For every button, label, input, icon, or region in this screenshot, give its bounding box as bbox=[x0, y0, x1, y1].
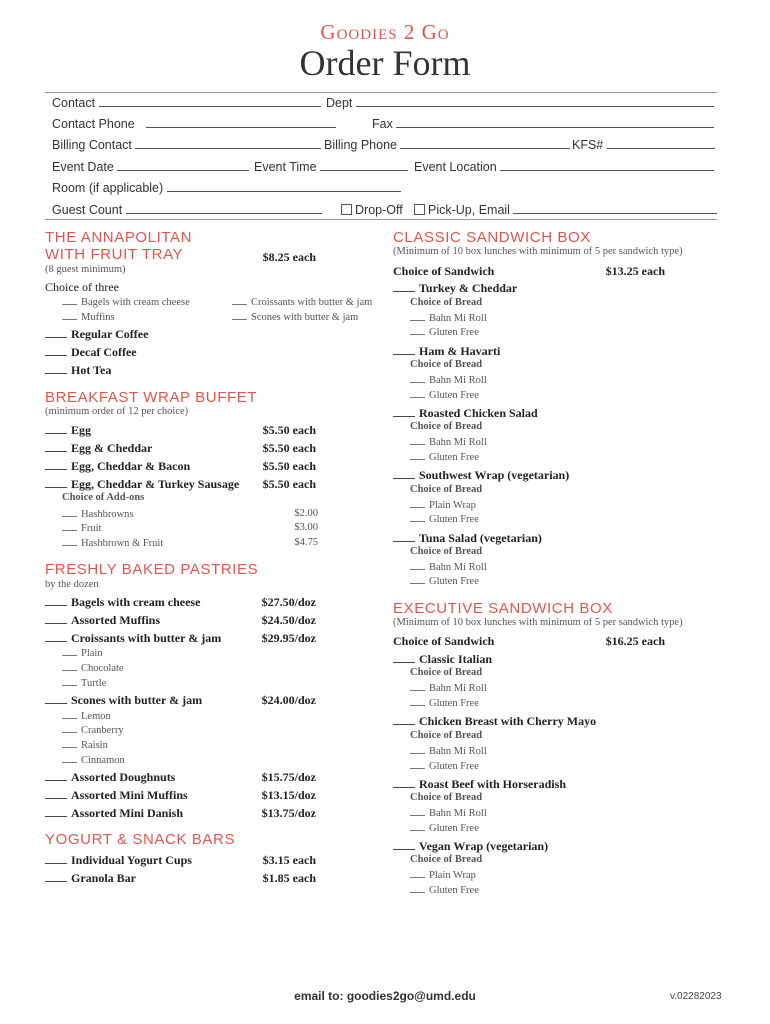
bread-label: Gluten Free bbox=[429, 761, 479, 772]
blank-line[interactable] bbox=[410, 374, 425, 383]
drink-regular-coffee[interactable] bbox=[45, 327, 148, 342]
classic-bread-label-1: Choice of Bread bbox=[410, 297, 483, 308]
bread-label: Bahn Mi Roll bbox=[429, 808, 487, 819]
blank-line[interactable] bbox=[410, 745, 425, 754]
room-label: Room (if applicable) bbox=[52, 181, 164, 195]
blank-line[interactable] bbox=[62, 508, 77, 517]
classic-bread-label-2: Choice of Bread bbox=[410, 359, 483, 370]
pastry-more-2[interactable] bbox=[45, 788, 188, 803]
bread-label: Gluten Free bbox=[429, 390, 479, 401]
pastries-note: by the dozen bbox=[45, 579, 99, 590]
contact-row bbox=[52, 96, 321, 110]
bread-label: Bahn Mi Roll bbox=[429, 313, 487, 324]
wrap-note: (minimum order of 12 per choice) bbox=[45, 406, 189, 417]
executive-title: EXECUTIVE SANDWICH BOX bbox=[393, 600, 613, 617]
guest-count-row bbox=[52, 203, 322, 217]
executive-price: $16.25 each bbox=[605, 634, 665, 648]
pastry-scones-price: $24.00/doz bbox=[261, 693, 316, 707]
pastry-more-price-1: $15.75/doz bbox=[261, 770, 316, 784]
contact-field[interactable] bbox=[99, 96, 321, 107]
item-label: Classic Italian bbox=[419, 652, 493, 666]
blank-line[interactable] bbox=[45, 789, 67, 799]
yogurt-title: YOGURT & SNACK BARS bbox=[45, 831, 236, 848]
blank-line[interactable] bbox=[393, 407, 415, 417]
blank-line[interactable] bbox=[410, 499, 425, 508]
pastry-scones[interactable] bbox=[45, 693, 202, 708]
wrap-item-3[interactable] bbox=[45, 459, 190, 474]
classic-bread-4a[interactable] bbox=[410, 499, 476, 511]
executive-bread-label-4: Choice of Bread bbox=[410, 854, 483, 865]
opt-label: Cranberry bbox=[81, 725, 124, 736]
blank-line[interactable] bbox=[62, 311, 77, 320]
pastry-price-3: $29.95/doz bbox=[261, 631, 316, 645]
classic-bread-5b[interactable] bbox=[410, 575, 479, 587]
blank-line[interactable] bbox=[45, 807, 67, 817]
blank-line[interactable] bbox=[393, 282, 415, 292]
wrap-price-2: $5.50 each bbox=[262, 441, 316, 455]
blank-line[interactable] bbox=[45, 872, 67, 882]
annapolitan-title bbox=[45, 229, 192, 263]
executive-bread-2b[interactable] bbox=[410, 760, 479, 772]
dept-field[interactable] bbox=[356, 96, 714, 107]
header-bottom-rule bbox=[45, 219, 717, 220]
blank-line[interactable] bbox=[410, 451, 425, 460]
item-label: Egg, Cheddar & Turkey Sausage bbox=[71, 477, 240, 491]
footer-email[interactable]: email to: goodies2go@umd.edu bbox=[294, 989, 476, 1003]
footer-version: v.02282023 bbox=[670, 991, 722, 1002]
event-date-row bbox=[52, 160, 249, 174]
wrap-addons-label: Choice of Add-ons bbox=[62, 492, 145, 503]
fax-row bbox=[372, 117, 714, 131]
wrap-addon-1[interactable] bbox=[62, 508, 134, 520]
item-label: Egg & Cheddar bbox=[71, 441, 153, 455]
wrap-addon-2[interactable] bbox=[62, 522, 101, 534]
blank-line[interactable] bbox=[45, 614, 67, 624]
header-top-rule bbox=[45, 92, 717, 93]
annapolitan-choice-label: Choice of three bbox=[45, 280, 119, 294]
item-label: Individual Yogurt Cups bbox=[71, 853, 192, 867]
item-label: Roast Beef with Horseradish bbox=[419, 777, 566, 791]
wrap-addon-price-1: $2.00 bbox=[294, 508, 318, 519]
blank-line[interactable] bbox=[393, 715, 415, 725]
blank-line[interactable] bbox=[62, 662, 77, 671]
item-label: Egg, Cheddar & Bacon bbox=[71, 459, 191, 473]
blank-line[interactable] bbox=[410, 807, 425, 816]
blank-line[interactable] bbox=[62, 739, 77, 748]
classic-bread-3b[interactable] bbox=[410, 451, 479, 463]
classic-bread-2a[interactable] bbox=[410, 374, 487, 386]
annapolitan-note: (8 guest minimum) bbox=[45, 264, 126, 275]
bread-label: Gluten Free bbox=[429, 698, 479, 709]
item-label: Scones with butter & jam bbox=[71, 693, 203, 707]
item-label: Assorted Mini Muffins bbox=[71, 788, 188, 802]
blank-line[interactable] bbox=[62, 647, 77, 656]
blank-line[interactable] bbox=[45, 424, 67, 434]
contact-phone-field[interactable] bbox=[146, 117, 336, 128]
wrap-addon-price-2: $3.00 bbox=[294, 522, 318, 533]
blank-line[interactable] bbox=[393, 840, 415, 850]
opt-label: Chocolate bbox=[81, 663, 124, 674]
blank-line[interactable] bbox=[62, 724, 77, 733]
classic-bread-5a[interactable] bbox=[410, 561, 487, 573]
event-date-field[interactable] bbox=[117, 160, 249, 171]
event-time-row bbox=[254, 160, 408, 174]
blank-line[interactable] bbox=[62, 754, 77, 763]
opt-label: Turtle bbox=[81, 678, 107, 689]
blank-line[interactable] bbox=[45, 328, 67, 338]
pastry-item-3[interactable] bbox=[45, 631, 221, 646]
guest-count-field[interactable] bbox=[126, 203, 322, 214]
scone-opt-3[interactable] bbox=[62, 739, 108, 751]
wrap-item-2[interactable] bbox=[45, 441, 152, 456]
yogurt-item-1[interactable] bbox=[45, 853, 192, 868]
brand-logo-text: Goodies 2 Go bbox=[320, 20, 450, 44]
pastry-item-2[interactable] bbox=[45, 613, 160, 628]
page-title: Order Form bbox=[299, 43, 471, 83]
classic-item-2[interactable] bbox=[393, 344, 500, 359]
dropoff-option[interactable] bbox=[341, 203, 403, 217]
choice-label: Scones with butter & jam bbox=[251, 312, 359, 323]
bread-label: Bahn Mi Roll bbox=[429, 562, 487, 573]
executive-bread-3a[interactable] bbox=[410, 807, 487, 819]
executive-bread-4b[interactable] bbox=[410, 884, 479, 896]
blank-line[interactable] bbox=[410, 436, 425, 445]
billing-contact-field[interactable] bbox=[135, 138, 321, 149]
dropoff-checkbox[interactable] bbox=[341, 204, 352, 215]
pickup-email-field[interactable] bbox=[513, 203, 717, 214]
pastry-more-3[interactable] bbox=[45, 806, 183, 821]
drink-hot-tea[interactable] bbox=[45, 363, 111, 378]
drink-decaf-coffee[interactable] bbox=[45, 345, 137, 360]
pickup-checkbox[interactable] bbox=[414, 204, 425, 215]
blank-line[interactable] bbox=[62, 296, 77, 305]
wrap-price-3: $5.50 each bbox=[262, 459, 316, 473]
bread-label: Gluten Free bbox=[429, 327, 479, 338]
drink-label: Regular Coffee bbox=[71, 327, 149, 341]
choice-label: Bagels with cream cheese bbox=[81, 297, 190, 308]
blank-line[interactable] bbox=[393, 532, 415, 542]
blank-line[interactable] bbox=[62, 522, 77, 531]
item-label: Egg bbox=[71, 423, 92, 437]
blank-line[interactable] bbox=[45, 364, 67, 374]
item-label: Assorted Doughnuts bbox=[71, 770, 176, 784]
blank-line[interactable] bbox=[410, 760, 425, 769]
event-time-label: Event Time bbox=[254, 160, 317, 174]
item-label: Southwest Wrap (vegetarian) bbox=[419, 468, 570, 482]
event-date-label: Event Date bbox=[52, 160, 114, 174]
item-label: Bagels with cream cheese bbox=[71, 595, 201, 609]
blank-line[interactable] bbox=[410, 326, 425, 335]
executive-bread-3b[interactable] bbox=[410, 822, 479, 834]
classic-bread-label-3: Choice of Bread bbox=[410, 421, 483, 432]
wrap-title: BREAKFAST WRAP BUFFET bbox=[45, 389, 258, 406]
dropoff-label: Drop-Off bbox=[355, 203, 403, 217]
executive-bread-label-3: Choice of Bread bbox=[410, 792, 483, 803]
classic-title: CLASSIC SANDWICH BOX bbox=[393, 229, 591, 246]
executive-note: (Minimum of 10 box lunches with minimum of 5 per sandwich type) bbox=[393, 617, 683, 628]
classic-item-4[interactable] bbox=[393, 468, 569, 483]
croissant-opt-1[interactable] bbox=[62, 647, 103, 659]
classic-item-5[interactable] bbox=[393, 531, 542, 546]
item-label: Vegan Wrap (vegetarian) bbox=[419, 839, 549, 853]
billing-phone-field[interactable] bbox=[400, 138, 570, 149]
croissant-opt-2[interactable] bbox=[62, 662, 124, 674]
addon-label: Hashbrowns bbox=[81, 509, 134, 520]
annapolitan-choice-1[interactable] bbox=[62, 296, 190, 308]
blank-line[interactable] bbox=[45, 346, 67, 356]
wrap-addon-3[interactable] bbox=[62, 537, 163, 549]
classic-item-3[interactable] bbox=[393, 406, 538, 421]
bread-label: Bahn Mi Roll bbox=[429, 437, 487, 448]
annapolitan-choice-2[interactable] bbox=[62, 311, 115, 323]
executive-bread-1b[interactable] bbox=[410, 697, 479, 709]
blank-line[interactable] bbox=[45, 694, 67, 704]
blank-line[interactable] bbox=[232, 311, 247, 320]
executive-item-4[interactable] bbox=[393, 839, 548, 854]
annapolitan-price: $8.25 each bbox=[262, 250, 316, 264]
blank-line[interactable] bbox=[410, 312, 425, 321]
pastry-item-1[interactable] bbox=[45, 595, 200, 610]
classic-bread-label-5: Choice of Bread bbox=[410, 546, 483, 557]
bread-label: Gluten Free bbox=[429, 514, 479, 525]
blank-line[interactable] bbox=[410, 575, 425, 584]
pastry-price-1: $27.50/doz bbox=[261, 595, 316, 609]
item-label: Chicken Breast with Cherry Mayo bbox=[419, 714, 597, 728]
item-label: Ham & Havarti bbox=[419, 344, 501, 358]
drink-label: Decaf Coffee bbox=[71, 345, 137, 359]
blank-line[interactable] bbox=[393, 778, 415, 788]
event-time-field[interactable] bbox=[320, 160, 408, 171]
dept-label: Dept bbox=[326, 96, 353, 110]
kfs-row bbox=[572, 138, 715, 152]
blank-line[interactable] bbox=[410, 389, 425, 398]
drink-label: Hot Tea bbox=[71, 363, 112, 377]
item-label: Tuna Salad (vegetarian) bbox=[419, 531, 542, 545]
contact-label: Contact bbox=[52, 96, 96, 110]
executive-item-2[interactable] bbox=[393, 714, 596, 729]
classic-bread-4b[interactable] bbox=[410, 513, 479, 525]
blank-line[interactable] bbox=[410, 682, 425, 691]
blank-line[interactable] bbox=[393, 345, 415, 355]
guest-count-label: Guest Count bbox=[52, 203, 123, 217]
classic-item-1[interactable] bbox=[393, 281, 517, 296]
classic-bread-1b[interactable] bbox=[410, 326, 479, 338]
contact-phone-label: Contact Phone bbox=[52, 117, 135, 131]
addon-label: Hashbrown & Fruit bbox=[81, 538, 164, 549]
blank-line[interactable] bbox=[410, 822, 425, 831]
executive-bread-label-1: Choice of Bread bbox=[410, 667, 483, 678]
pickup-option[interactable] bbox=[414, 203, 717, 217]
classic-note: (Minimum of 10 box lunches with minimum of 5 per sandwich type) bbox=[393, 246, 683, 257]
event-location-label: Event Location bbox=[414, 160, 497, 174]
choice-label: Muffins bbox=[81, 312, 115, 323]
scone-opt-4[interactable] bbox=[62, 754, 125, 766]
blank-line[interactable] bbox=[410, 884, 425, 893]
scone-opt-1[interactable] bbox=[62, 710, 111, 722]
bread-label: Gluten Free bbox=[429, 885, 479, 896]
bread-label: Gluten Free bbox=[429, 452, 479, 463]
bread-label: Gluten Free bbox=[429, 576, 479, 587]
pickup-label: Pick-Up, Email bbox=[428, 203, 510, 217]
item-label: Croissants with butter & jam bbox=[71, 631, 222, 645]
blank-line[interactable] bbox=[393, 469, 415, 479]
event-location-row bbox=[414, 160, 714, 174]
blank-line[interactable] bbox=[410, 513, 425, 522]
yogurt-price-2: $1.85 each bbox=[262, 871, 316, 885]
pastries-title: FRESHLY BAKED PASTRIES bbox=[45, 561, 259, 578]
blank-line[interactable] bbox=[232, 296, 247, 305]
wrap-item-4[interactable] bbox=[45, 477, 239, 492]
bread-label: Plain Wrap bbox=[429, 870, 476, 881]
opt-label: Plain bbox=[81, 648, 103, 659]
fax-field[interactable] bbox=[396, 117, 714, 128]
item-label: Granola Bar bbox=[71, 871, 136, 885]
billing-phone-row bbox=[324, 138, 570, 152]
bread-label: Plain Wrap bbox=[429, 500, 476, 511]
blank-line[interactable] bbox=[45, 442, 67, 452]
bread-label: Gluten Free bbox=[429, 823, 479, 834]
bread-label: Bahn Mi Roll bbox=[429, 746, 487, 757]
blank-line[interactable] bbox=[62, 710, 77, 719]
classic-bread-1a[interactable] bbox=[410, 312, 487, 324]
room-row bbox=[52, 181, 401, 195]
blank-line[interactable] bbox=[62, 537, 77, 546]
pastry-more-price-3: $13.75/doz bbox=[261, 806, 316, 820]
wrap-price-1: $5.50 each bbox=[262, 423, 316, 437]
kfs-label: KFS# bbox=[572, 138, 604, 152]
annapolitan-title-line2: WITH FRUIT TRAY bbox=[45, 246, 184, 263]
executive-bread-1a[interactable] bbox=[410, 682, 487, 694]
item-label: Turkey & Cheddar bbox=[419, 281, 518, 295]
kfs-field[interactable] bbox=[607, 138, 715, 149]
blank-line[interactable] bbox=[45, 478, 67, 488]
blank-line[interactable] bbox=[45, 854, 67, 864]
fax-label: Fax bbox=[372, 117, 393, 131]
contact-phone-row bbox=[52, 117, 336, 131]
annapolitan-choice-4[interactable] bbox=[232, 311, 358, 323]
wrap-price-4: $5.50 each bbox=[262, 477, 316, 491]
croissant-opt-3[interactable] bbox=[62, 677, 106, 689]
executive-choice-label: Choice of Sandwich bbox=[393, 634, 495, 648]
pastry-more-price-2: $13.15/doz bbox=[261, 788, 316, 802]
bread-label: Bahn Mi Roll bbox=[429, 683, 487, 694]
blank-line[interactable] bbox=[45, 771, 67, 781]
event-location-field[interactable] bbox=[500, 160, 714, 171]
classic-choice-label: Choice of Sandwich bbox=[393, 264, 495, 278]
addon-label: Fruit bbox=[81, 523, 102, 534]
executive-item-1[interactable] bbox=[393, 652, 492, 667]
blank-line[interactable] bbox=[393, 653, 415, 663]
bread-label: Bahn Mi Roll bbox=[429, 375, 487, 386]
classic-price: $13.25 each bbox=[605, 264, 665, 278]
item-label: Assorted Muffins bbox=[71, 613, 160, 627]
classic-bread-label-4: Choice of Bread bbox=[410, 484, 483, 495]
blank-line[interactable] bbox=[45, 460, 67, 470]
scone-opt-2[interactable] bbox=[62, 724, 124, 736]
blank-line[interactable] bbox=[62, 677, 77, 686]
yogurt-item-2[interactable] bbox=[45, 871, 136, 886]
yogurt-price-1: $3.15 each bbox=[262, 853, 316, 867]
executive-bread-2a[interactable] bbox=[410, 745, 487, 757]
opt-label: Cinnamon bbox=[81, 755, 125, 766]
choice-label: Croissants with butter & jam bbox=[251, 297, 373, 308]
blank-line[interactable] bbox=[410, 869, 425, 878]
annapolitan-title-line1: THE ANNAPOLITAN bbox=[45, 229, 193, 246]
billing-contact-row bbox=[52, 138, 321, 152]
pastry-more-1[interactable] bbox=[45, 770, 175, 785]
blank-line[interactable] bbox=[410, 697, 425, 706]
classic-bread-3a[interactable] bbox=[410, 436, 487, 448]
wrap-item-1[interactable] bbox=[45, 423, 91, 438]
blank-line[interactable] bbox=[45, 632, 67, 642]
executive-bread-4a[interactable] bbox=[410, 869, 476, 881]
blank-line[interactable] bbox=[410, 561, 425, 570]
billing-contact-label: Billing Contact bbox=[52, 138, 132, 152]
item-label: Assorted Mini Danish bbox=[71, 806, 184, 820]
opt-label: Raisin bbox=[81, 740, 108, 751]
room-field[interactable] bbox=[167, 181, 401, 192]
classic-bread-2b[interactable] bbox=[410, 389, 479, 401]
dept-row bbox=[326, 96, 714, 110]
opt-label: Lemon bbox=[81, 711, 111, 722]
blank-line[interactable] bbox=[45, 596, 67, 606]
pastry-price-2: $24.50/doz bbox=[261, 613, 316, 627]
annapolitan-choice-3[interactable] bbox=[232, 296, 372, 308]
wrap-addon-price-3: $4.75 bbox=[294, 537, 318, 548]
billing-phone-label: Billing Phone bbox=[324, 138, 397, 152]
item-label: Roasted Chicken Salad bbox=[419, 406, 538, 420]
executive-bread-label-2: Choice of Bread bbox=[410, 730, 483, 741]
executive-item-3[interactable] bbox=[393, 777, 566, 792]
